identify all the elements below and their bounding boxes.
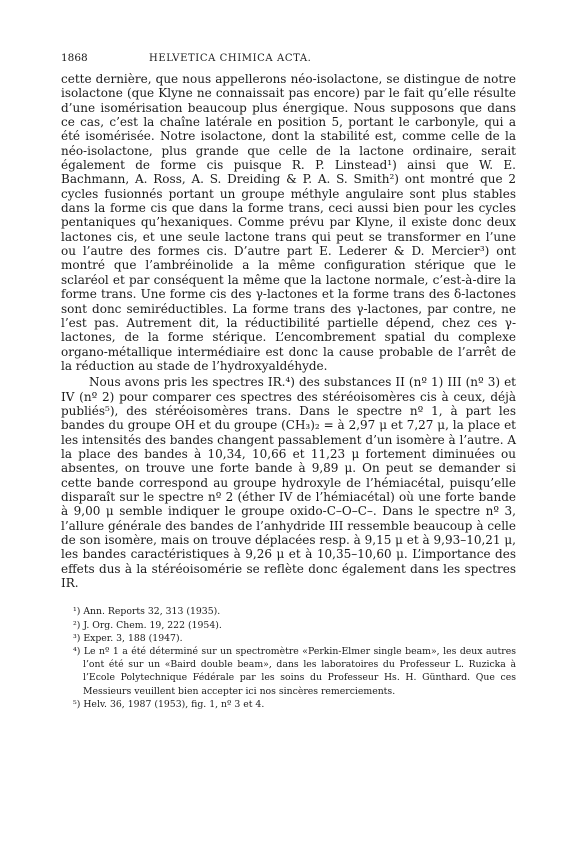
footnote-marker: ³): [73, 632, 81, 644]
footnote-text: Ann. Reports 32, 313 (1935).: [83, 606, 221, 618]
footnote-2: [61, 619, 516, 632]
footnote-marker: ⁵): [73, 698, 81, 710]
footnote-marker: ²): [73, 619, 81, 631]
footnote-5: [61, 698, 516, 711]
footnote-marker: ⁴): [73, 645, 81, 657]
footnote-4: [61, 645, 516, 698]
journal-title: HELVETICA CHIMICA ACTA.: [149, 53, 312, 64]
footnote-text: J. Org. Chem. 19, 222 (1954).: [83, 619, 222, 631]
journal-page: [61, 52, 516, 711]
footnote-1: [61, 605, 516, 618]
footnotes: [61, 605, 516, 711]
footnote-text: Le nº 1 a été déterminé sur un spectromètre «Perkin-Elmer single beam», les deux autres l’ont été sur un «Baird double beam», dans les laboratoires du Professeur L. Ruzicka à l’Ecole Polytechnique Fédérale par les soins du Professeur Hs. H. Günthard. Que ces Messieurs veuillent bien accepter ici nos sincères remerciements.: [83, 645, 516, 697]
footnote-text: Helv. 36, 1987 (1953), fig. 1, nº 3 et 4.: [83, 698, 265, 710]
body-paragraph-1: cette dernière, que nous appellerons néo-isolactone, se distingue de notre isolactone (que Klyne ne connaissait pas encore) par le fait qu’elle résulte d’une isomérisation beaucoup plus énergique. Nous supposons que dans ce cas, c’est la chaîne latérale en position 5, portant le carbonyle, qui a été isomérisée. Notre isolactone, dont la stabilité est, comme celle de la néo-isolactone, plus grande que celle de la lactone ordinaire, serait également de forme cis puisque R. P. Linstead¹) ainsi que W. E. Bachmann, A. Ross, A. S. Dreiding & P. A. S. Smith²) ont montré que 2 cycles fusionnés portant un groupe méthyle angulaire sont plus stables dans la forme cis que dans la forme trans, ceci aussi bien pour les cycles pentaniques qu’hexaniques. Comme prévu par Klyne, il existe donc deux lactones cis, et une seule lactone trans qui peut se transformer en l’une ou l’autre des formes cis. D’autre part E. Lederer & D. Mercier³) ont montré que l’ambréinolide a la même configuration stérique que le sclaréol et par conséquent la même que la lactone normale, c’est-à-dire la forme trans. Une forme cis des γ-lactones et la forme trans des δ-lactones sont donc semiréductibles. La forme trans des γ-lactones, par contre, ne l’est pas. Autrement dit, la réductibilité partielle dépend, chez ces γ-lactones, de la forme stérique. L’encombrement spatial du complexe organo-métallique intermédiaire est donc la cause probable de l’arrêt de la réduction au stade de l’hydroxyaldéhyde.: [61, 72, 516, 373]
body-paragraph-2: Nous avons pris les spectres IR.⁴) des substances II (nº 1) III (nº 3) et IV (nº 2) pour comparer ces spectres des stéréoisomères cis à ceux, déjà publiés⁵), des stéréoisomères trans. Dans le spectre nº 1, à part les bandes du groupe OH et du groupe (CH₃)₂ = à 2,97 μ et 7,27 μ, la place et les intensités des bandes changent passablement d’un isomère à l’autre. A la place des bandes à 10,34, 10,66 et 11,23 μ fortement diminuées ou absentes, on trouve une forte bande à 9,89 μ. On peut se demander si cette bande correspond au groupe hydroxyle de l’hémiacétal, puisqu’elle disparaît sur le spectre nº 2 (éther IV de l’hémiacétal) où une forte bande à 9,00 μ semble indiquer le groupe oxido-C–O–C–. Dans le spectre nº 3, l’allure générale des bandes de l’anhydride III ressemble beaucoup à celle de son isomère, mais on trouve déplacées resp. à 9,15 μ et à 9,93–10,21 μ, les bandes caractéristiques à 9,26 μ et à 10,35–10,60 μ. L’importance des effets dus à la stéréoisomérie se reflète donc également dans les spectres IR.: [61, 375, 516, 591]
footnote-text: Exper. 3, 188 (1947).: [83, 632, 183, 644]
footnote-3: [61, 632, 516, 645]
footnote-marker: ¹): [73, 606, 81, 618]
page-number: 1868: [61, 52, 88, 64]
running-header: [61, 52, 516, 68]
